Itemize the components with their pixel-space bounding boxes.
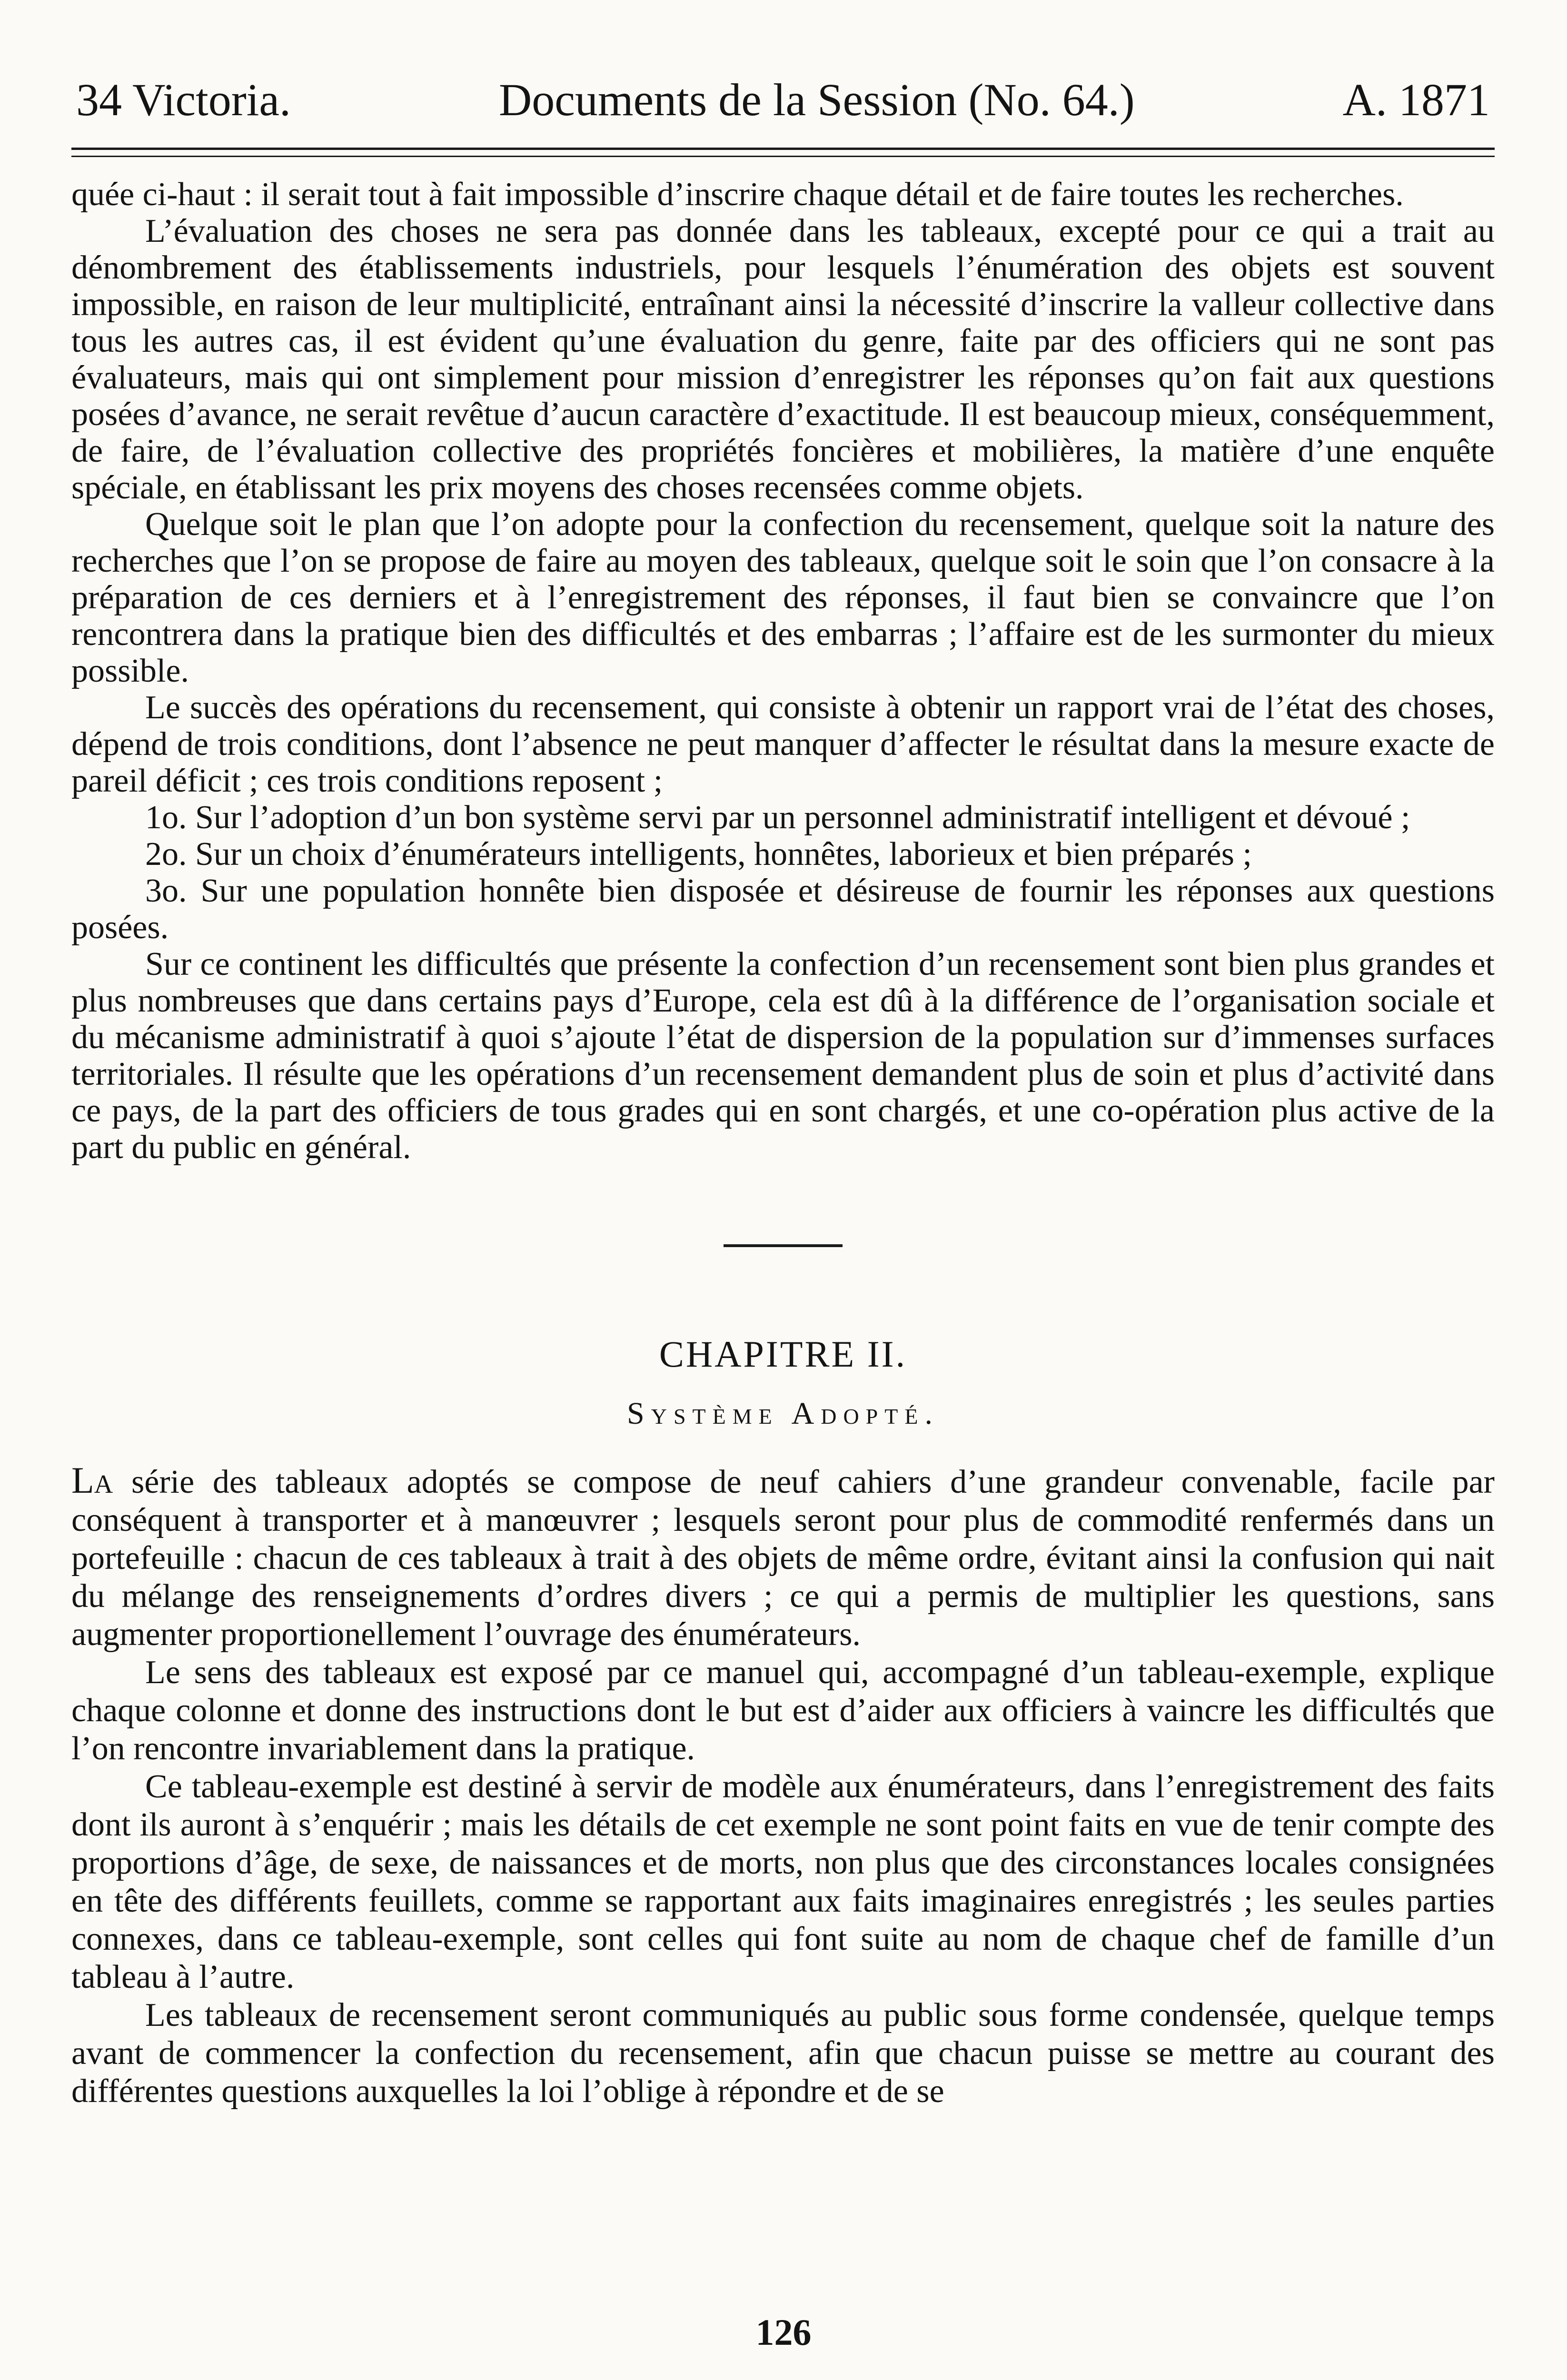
header-double-rule (71, 148, 1495, 157)
body-text (71, 176, 1495, 1166)
paragraph (71, 1461, 1495, 1654)
paragraph: L’évaluation des choses ne sera pas donnée dans les tableaux, excepté pour ce qui a trait au dénombrement des établissements industriels, pour lesquels l’énumération des objets est souvent impossible, en raison de leur multiplicité, entraînant ainsi la nécessité d’inscrire la valleur collective dans tous les autres cas, il est évident qu’une évaluation du genre, faite par des officiers qui ne sont pas évaluateurs, mais qui ont simplement pour mission d’enregistrer les réponses qu’on fait aux questions posées d’avance, ne serait revêtue d’aucun caractère d’exactitude. Il est beaucoup mieux, conséquemment, de faire, de l’évaluation collective des propriétés foncières et mobilières, la matière d’une enquête spéciale, en établissant les prix moyens des choses recensées comme objets. (71, 213, 1495, 506)
header-center: Documents de la Session (No. 64.) (498, 74, 1135, 125)
list-item: 3o. Sur une population honnête bien disposée et désireuse de fournir les réponses aux questions posées. (71, 873, 1495, 946)
opening-paragraph-text: série des tableaux adoptés se compose de neuf cahiers d’une grandeur convenable, facile par conséquent à transporter et à manœuvrer ; lesquels seront pour plus de commodité renfermés dans un portefeuille : chacun de ces tableaux à trait à des objets de même ordre, évitant ainsi la confusion qui nait du mélange des renseignements d’ordres divers ; ce qui a permis de multiplier les questions, sans augmenter proportionellement l’ouvrage des énumérateurs. (71, 1464, 1495, 1653)
header-left: 34 Victoria. (76, 74, 291, 125)
opening-word: La (71, 1459, 113, 1501)
paragraph: Le sens des tableaux est exposé par ce manuel qui, accompagné d’un tableau-exemple, explique chaque colonne et donne des instructions dont le but est d’aider aux officiers à vaincre les difficultés que l’on rencontre invariablement dans la pratique. (71, 1654, 1495, 1767)
chapter-subtitle: Système Adopté. (627, 1396, 939, 1431)
document-page (71, 71, 1495, 2111)
paragraph: Ce tableau-exemple est destiné à servir de modèle aux énumérateurs, dans l’enregistrement des faits dont ils auront à s’enquérir ; mais les détails de cet exemple ne sont point faits en vue de tenir compte des proportions d’âge, de sexe, de naissances et de morts, non plus que des circonstances locales consignées en tête des différents feuillets, comme se rapportant aux faits imaginaires enregistrés ; les seules parties connexes, dans ce tableau-exemple, sont celles qui font suite au nom de chaque chef de famille d’un tableau à l’autre. (71, 1768, 1495, 1995)
header-right: A. 1871 (1342, 74, 1490, 125)
paragraph: Le succès des opérations du recensement, qui consiste à obtenir un rapport vrai de l’état des choses, dépend de trois conditions, dont l’absence ne peut manquer d’affecter le résultat dans la mesure exacte de pareil déficit ; ces trois conditions reposent ; (71, 689, 1495, 799)
running-head (71, 71, 1495, 129)
page-number: 126 (755, 2311, 812, 2353)
paragraph: Quelque soit le plan que l’on adopte pour la confection du recensement, quelque soit la nature des recherches que l’on se propose de faire au moyen des tableaux, quelque soit le soin que l’on consacre à la préparation de ces derniers et à l’enregistrement des réponses, il faut bien se convaincre que l’on rencontrera dans la pratique bien des difficultés et des embarras ; l’affaire est de les surmonter du mieux possible. (71, 506, 1495, 689)
section-divider (724, 1244, 843, 1247)
chapter-title: CHAPITRE II. (659, 1333, 907, 1375)
list-item: 2o. Sur un choix d’énumérateurs intelligents, honnêtes, laborieux et bien préparés ; (145, 836, 1252, 873)
chapter-body (71, 1461, 1495, 2111)
paragraph: Sur ce continent les difficultés que présente la confection d’un recensement sont bien plus grandes et plus nombreuses que dans certains pays d’Europe, cela est dû à la différence de l’organisation sociale et du mécanisme administratif à quoi s’ajoute l’état de dispersion de la population sur d’immenses surfaces territoriales. Il résulte que les opérations d’un recensement demandent plus de soin et plus d’activité dans ce pays, de la part des officiers de tous grades qui en sont chargés, et une co-opération plus active de la part du public en général. (71, 946, 1495, 1166)
paragraph: quée ci-haut : il serait tout à fait impossible d’inscrire chaque détail et de faire toutes les recherches. (71, 176, 1404, 213)
paragraph: Les tableaux de recensement seront communiqués au public sous forme condensée, quelque temps avant de commencer la confection du recensement, afin que chacun puisse se mettre au courant des différentes questions auxquelles la loi l’oblige à répondre et de se (71, 1997, 1495, 2110)
list-item: 1o. Sur l’adoption d’un bon système servi par un personnel administratif intelligent et dévoué ; (145, 799, 1410, 836)
